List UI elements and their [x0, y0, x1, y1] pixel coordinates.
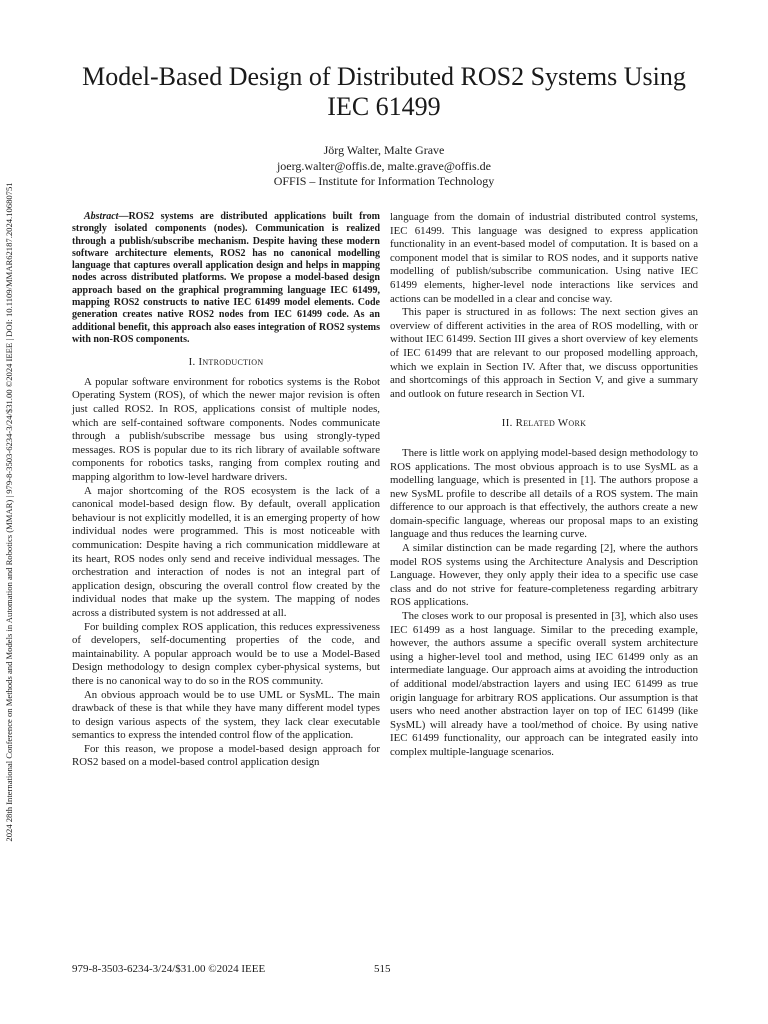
right-column [390, 211, 698, 760]
intro-paragraph: An obvious approach would be to use UML or SysML. The main drawback of these is that while they have many different model types to design various aspects of the system, they lack clear executable semantics to express the intended control flow of the application. [72, 688, 380, 742]
related-work-paragraph: A similar distinction can be made regarding [2], where the authors model ROS systems using the Architecture Analysis and Description Language. However, they only apply their idea to a specific use case class and do not strive for feature-completeness regarding arbitrary ROS applications. [390, 542, 698, 609]
sidebar-text: 2024 28th International Conference on Methods and Models in Automation and Robotics (MMAR) | 979-8-3503-6234-3/24/$31.00 ©2024 IEEE | DOI: 10.1109/MMAR62187.2024.10680751 [4, 182, 14, 842]
left-column [72, 211, 380, 770]
intro-continuation-paragraph: language from the domain of industrial distributed control systems, IEC 61499. This language was designed to express application functionality in an event-based model of computation. It is based on a component model that is similar to ROS nodes, and it supports native modelling of publish/subscribe communication. Using native IEC 61499 elements, higher-level node interactions like services and actions can be modelled in a clear and concise way. [390, 211, 698, 305]
paper-title: Model-Based Design of Distributed ROS2 Systems Using IEC 61499 [82, 62, 686, 121]
author-affiliation: OFFIS – Institute for Information Technology [273, 174, 495, 188]
author-names: Jörg Walter, Malte Grave [323, 143, 445, 157]
page-number: 515 [374, 963, 391, 975]
author-block [60, 143, 708, 190]
related-work-paragraph: There is little work on applying model-based design methodology to ROS applications. The most obvious approach is to use SysML as a modelling language, which is presented in [1]. The authors propose a new SysML profile to describe all details of a ROS system. The main difference to our approach is that effectively, the authors create a new domain-specific language, whereas our proposal maps to an existing language and thus reduces the learning curve. [390, 446, 698, 541]
intro-paragraph: This paper is structured in as follows: The next section gives an overview of different activities in the area of ROS modelling, with or without IEC 61499. Section III gives a short overview of key elements of IEC 61499 that are relevant to our proposed modelling approach, which we explain in Section IV. After that, we discuss opportunities and shortcomings of this approach in Section V, and give a summary and outlook on future research in Section VI. [390, 306, 698, 400]
section-heading-introduction: I. Introduction [188, 356, 264, 369]
footer-copyright: 979-8-3503-6234-3/24/$31.00 ©2024 IEEE [72, 963, 266, 975]
intro-paragraph: A popular software environment for robotics systems is the Robot Operating System (ROS), of which the newer major revision is often just called ROS2. In ROS, applications consist of multiple nodes, which are self-contained software components. Nodes communicate through a publish/subscribe message bus using strongly-typed messages. ROS is popular due to its rich library of available software components for robotics tasks, ranging from complex routing and mapping algorithm to low-level hardware drivers. [72, 375, 380, 484]
related-work-paragraph: The closes work to our proposal is presented in [3], which also uses IEC 61499 as a host language. Similar to the preceding example, however, the authors assume a specific overall system architecture using a higher-level tool and method, using IEC 61499 only as an intermediate language. Our approach aims at avoiding the introduction of additional model/abstraction layers and using IEC 61499 as true origin language for arbitrary ROS applications. Our assumption is that users who need another abstraction layer on top of IEC 61499 (like SysML) will already have a tool/method of choice. By using native IEC 61499 functionality, our approach can be integrated easily into complex multiple-language scenarios. [390, 610, 698, 758]
author-emails: joerg.walter@offis.de, malte.grave@offis.de [276, 158, 492, 173]
abstract-label: Abstract [84, 211, 119, 222]
abstract [72, 211, 380, 346]
intro-paragraph: For building complex ROS application, this reduces expressiveness of developers, self-documenting properties of the code, and maintainability. A popular approach would be to use a Model-Based Design methodology to design complex cyber-physical systems, but there is no canonical way to do so in the ROS community. [72, 620, 380, 687]
conference-sidebar [2, 138, 16, 886]
intro-paragraph: For this reason, we propose a model-based design approach for ROS2 based on a model-based control application design [72, 742, 380, 769]
abstract-text: —ROS2 systems are distributed applications built from strongly isolated components (nodes). Communication is realized through a publish/subscribe mechanism. Despite having these modern software architecture elements, ROS2 has no canonical modelling language that captures overall application design and helps in mapping nodes across distributed platforms. We propose a model-based design approach based on the graphical programming language IEC 61499, mapping ROS2 constructs to native IEC 61499 model elements. Code generation creates native ROS2 nodes from IEC 61499 code. As an additional benefit, this approach also eases integration of ROS2 systems with non-ROS components. [72, 211, 380, 345]
intro-paragraph: A major shortcoming of the ROS ecosystem is the lack of a canonical model-based design flow. By default, overall application behaviour is not explicitly modelled, it is an emerging property of how individual nodes were programmed. This is most noticeable with communication: Despite having a rich communication middleware at its heart, ROS nodes only send and receive individual messages. The orchestration and interaction of nodes is not an integral part of application design, obscuring the overall control flow created by the individual nodes that make up the system. The mapping of nodes across a distributed system is not addressed at all. [72, 484, 380, 619]
section-heading-related-work: II. Related Work [501, 417, 587, 430]
